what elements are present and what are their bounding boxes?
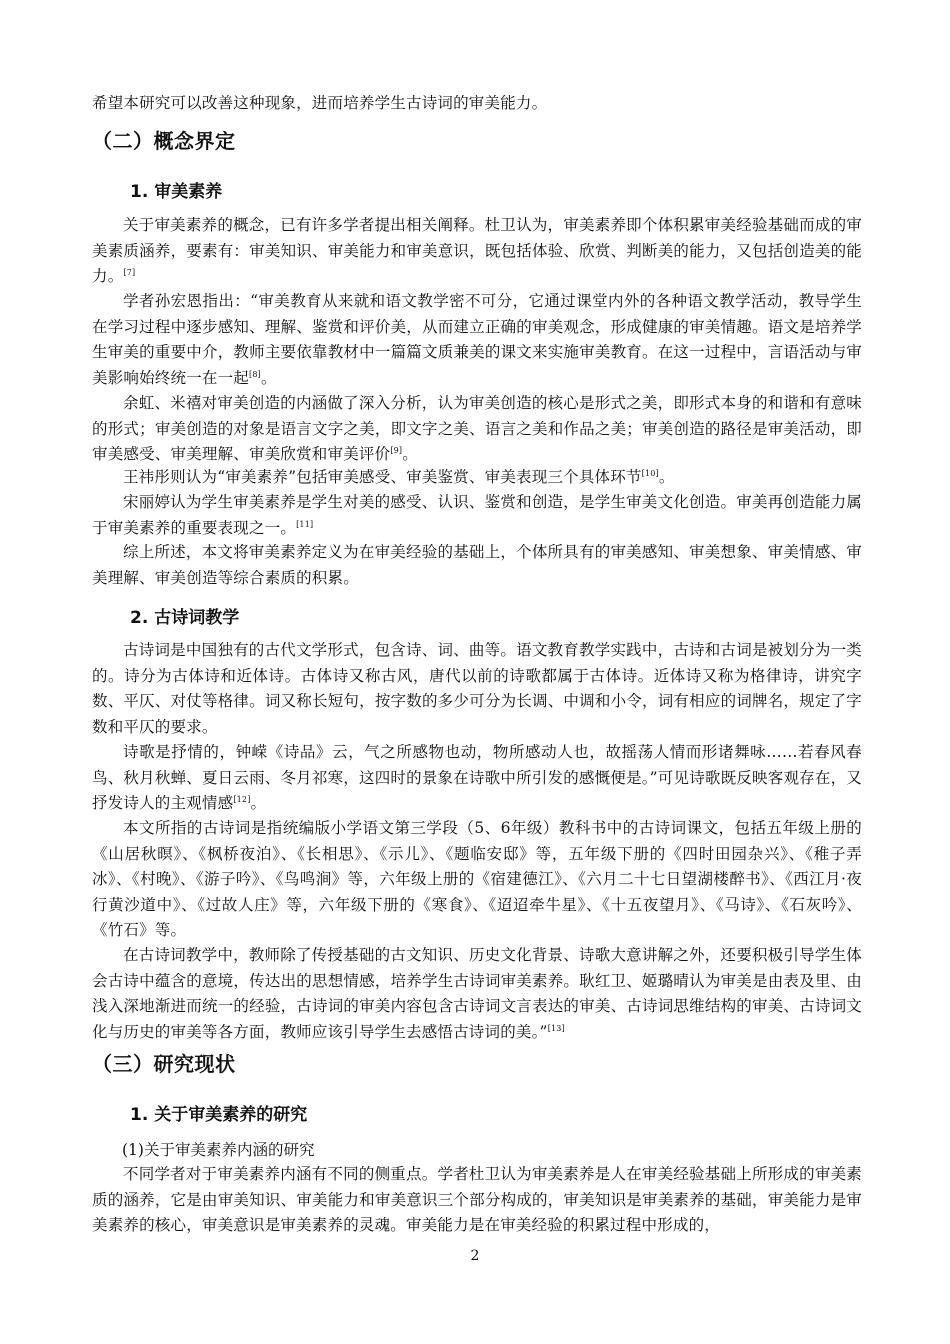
- paragraph: 王祎彤则认为“审美素养”包括审美感受、审美鉴赏、审美表现三个具体环节[10]。: [123, 468, 675, 486]
- paragraph: 关于审美素养的概念，已有许多学者提出相关阐释。杜卫认为，审美素养即个体积累审美经验基础而成的审美素质涵养，要素有：审美知识、审美能力和审美意识，既包括体验、欣赏、判断美的能力，又包括创造美的能力。[7]: [92, 216, 862, 285]
- paragraph: 学者孙宏恩指出：“审美教育从来就和语文教学密不可分，它通过课堂内外的各种语文教学活动，教导学生在学习过程中逐步感知、理解、鉴赏和评价美，从而建立正确的审美观念，形成健康的审美情趣。语文是培养学生审美的重要中介，教师主要依靠教材中一篇篇文质兼美的课文来实施审美教育。在这一过程中，言语活动与审美影响始终统一在一起[8]。: [92, 292, 862, 387]
- citation: [12]: [233, 794, 251, 804]
- subheading-poetry-teaching: 2. 古诗词教学: [130, 608, 240, 628]
- intro-line: 希望本研究可以改善这种现象，进而培养学生古诗词的审美能力。: [92, 94, 548, 112]
- subheading-aesthetic-research: 1. 关于审美素养的研究: [130, 1105, 308, 1125]
- section-heading-concepts: （二）概念界定: [92, 129, 236, 153]
- paragraph: 余虹、米禧对审美创造的内涵做了深入分析，认为审美创造的核心是形式之美，即形式本身的和谐和有意味的形式；审美创造的对象是语言文字之美，即文字之美、语言之美和作品之美；审美创造的路径是审美活动，即审美感受、审美理解、审美欣赏和审美评价[9]。: [92, 394, 862, 463]
- paragraph: 综上所述，本文将审美素养定义为在审美经验的基础上，个体所具有的审美感知、审美想象、审美情感、审美理解、审美创造等综合素质的积累。: [92, 543, 862, 587]
- paragraph: 不同学者对于审美素养内涵有不同的侧重点。学者杜卫认为审美素养是人在审美经验基础上所形成的审美素质的涵养，它是由审美知识、审美能力和审美意识三个部分构成的，审美知识是审美素养的基础，审美能力是审美素养的核心，审美意识是审美素养的灵魂。审美能力是在审美经验的积累过程中形成的，: [92, 1165, 862, 1234]
- paragraph: 本文所指的古诗词是指统编版小学语文第三学段（5、6年级）教科书中的古诗词课文，包括五年级上册的《山居秋暝》、《枫桥夜泊》、《长相思》、《示儿》、《题临安邸》等，五年级下册的《四时田园杂兴》、《稚子弄冰》、《村晚》、《游子吟》、《鸟鸣涧》等，六年级上册的《宿建德江》、《六月二十七日望湖楼醉书》、《西江月·夜行黄沙道中》、《过故人庄》等，六年级下册的《寒食》、《迢迢牵牛星》、《十五夜望月》、《马诗》、《石灰吟》、《竹石》等。: [92, 819, 862, 939]
- citation: [11]: [296, 519, 314, 529]
- page-number: 2: [470, 1248, 480, 1264]
- section-heading-research-status: （三）研究现状: [92, 1052, 236, 1076]
- paragraph: 在古诗词教学中，教师除了传授基础的古文知识、历史文化背景、诗歌大意讲解之外，还要积极引导学生体会古诗中蕴含的意境，传达出的思想情感，培养学生古诗词审美素养。耿红卫、姬璐晴认为审美是由表及里、由浅入深地渐进而统一的经验，古诗词的审美内容包含古诗词文言表达的审美、古诗词思维结构的审美、古诗词文化与历史的审美等各方面，教师应该引导学生去感悟古诗词的美。”[13]: [92, 946, 862, 1041]
- citation: [13]: [547, 1023, 565, 1033]
- subheading-aesthetic-literacy: 1. 审美素养: [130, 182, 223, 202]
- citation: [10]: [641, 468, 659, 478]
- paragraph: 古诗词是中国独有的古代文学形式，包含诗、词、曲等。语文教育教学实践中，古诗和古词是被划分为一类的。诗分为古体诗和近体诗。古体诗又称古风，唐代以前的诗歌都属于古体诗。近体诗又称为格律诗，讲究字数、平仄、对仗等格律。词又称长短句，按字数的多少可分为长调、中调和小令，词有相应的词牌名，规定了字数和平仄的要求。: [92, 641, 862, 736]
- paragraph: 诗歌是抒情的，钟嵘《诗品》云，气之所感物也动，物所感动人也，故摇荡人情而形诸舞咏……若春风春鸟、秋月秋蝉、夏日云雨、冬月祁寒，这四时的景象在诗歌中所引发的感慨便是。”可见诗歌既反映客观存在，又抒发诗人的主观情感[12]。: [92, 743, 862, 812]
- citation: [9]: [390, 445, 403, 455]
- paragraph: 宋丽婷认为学生审美素养是学生对美的感受、认识、鉴赏和创造，是学生审美文化创造。审美再创造能力属于审美素养的重要表现之一。[11]: [92, 493, 862, 537]
- citation: [7]: [123, 267, 136, 277]
- citation: [8]: [249, 369, 261, 379]
- subsubheading-connotation: (1)关于审美素养内涵的研究: [122, 1141, 315, 1159]
